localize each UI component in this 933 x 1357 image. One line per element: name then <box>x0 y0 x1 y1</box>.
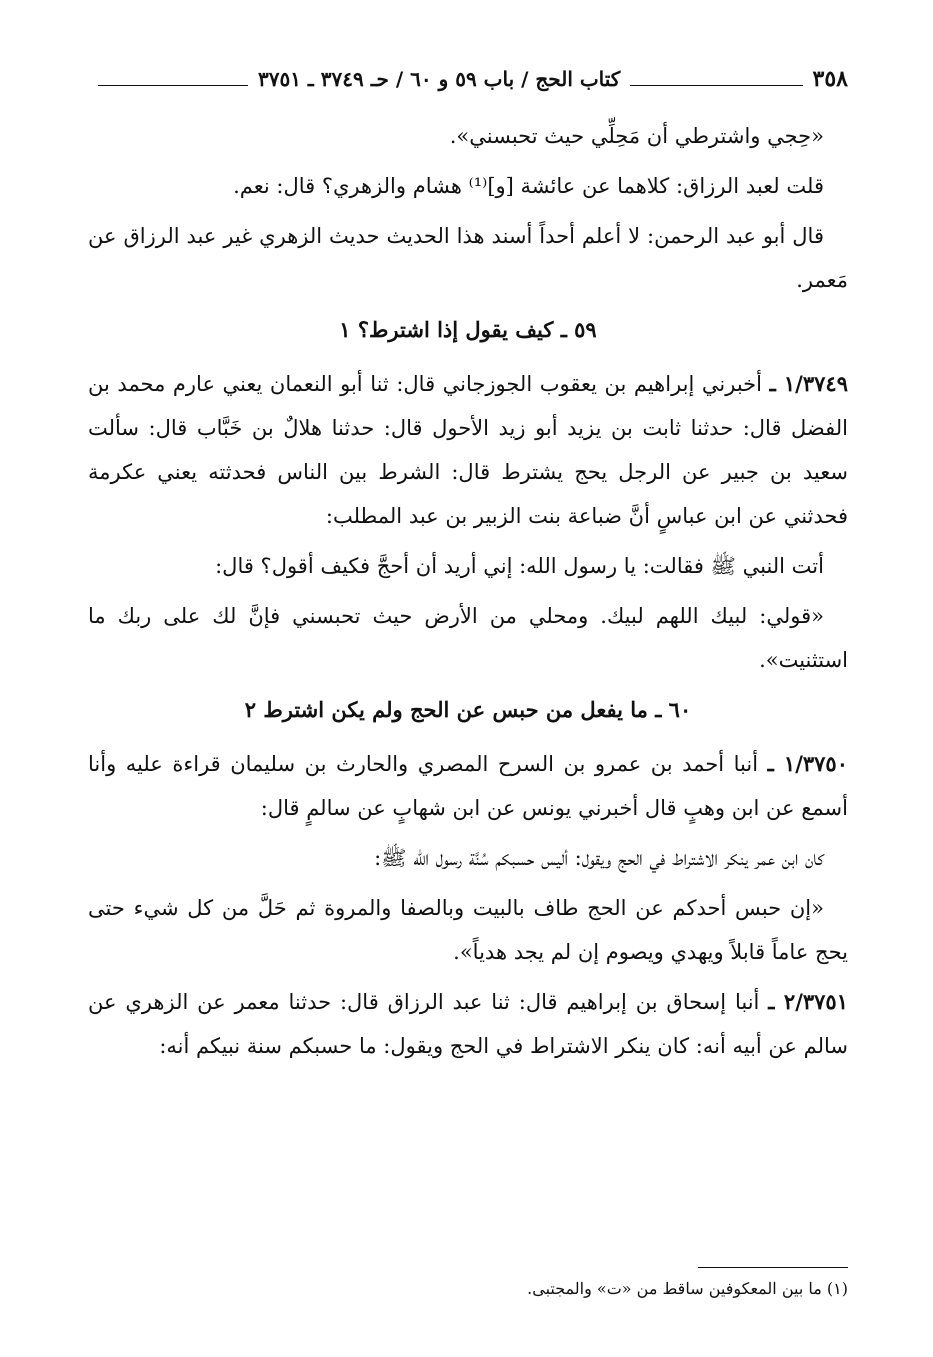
body-text <box>88 114 848 1074</box>
hadith-text: أخبرني إبراهيم بن يعقوب الجوزجاني قال: ثنا أبو النعمان يعني عارم محمد بن الفضل قال: حدثنا ثابت بن يزيد أبو زيد الأحول قال: حدثنا هلالٌ بن خَبَّاب قال: سألت سعيد بن جبير عن الرجل يحج يشترط قال: الشرط بين الناس فحدثته يعني عكرمة فحدثني عن ابن عباسٍ أنَّ ضباعة بنت الزبير بن عبد المطلب: <box>88 372 848 528</box>
paragraph: قال أبو عبد الرحمن: لا أعلم أحداً أسند هذا الحديث حديث الزهري غير عبد الرزاق عن مَعمر. <box>88 224 848 292</box>
header-rule <box>630 85 802 86</box>
paragraph: قلت لعبد الرزاق: كلاهما عن عائشة [و]⁽¹⁾ هشام والزهري؟ قال: نعم. <box>233 174 824 198</box>
paragraph: أتت النبي ﷺ فقالت: يا رسول الله: إني أريد أن أحجَّ فكيف أقول؟ قال: <box>215 554 824 578</box>
section-heading-60: ٦٠ ـ ما يفعل من حبس عن الحج ولم يكن اشترط ٢ <box>244 697 692 722</box>
page-number: ٣٥٨ <box>812 66 848 92</box>
hadith-number: ١/٣٧٤٩ ـ <box>769 371 848 396</box>
paragraph: «حِجي واشترطي أن مَحِلِّي حيث تحبسني». <box>449 124 824 148</box>
hadith-text: أنبا إسحاق بن إبراهيم قال: ثنا عبد الرزاق قال: حدثنا معمر عن الزهري عن سالم عن أبيه أنه: كان ينكر الاشتراط في الحج ويقول: ما حسبكم سنة نبيكم أنه: <box>88 990 848 1058</box>
footnote: (١) ما بين المعكوفين ساقط من «ت» والمجتبى. <box>527 1279 848 1298</box>
hadith-number: ٢/٣٧٥١ ـ <box>768 989 848 1014</box>
hadith-text: أنبا أحمد بن عمرو بن السرح المصري والحارث بن سليمان قراءة عليه وأنا أسمع عن ابن وهبٍ قال أخبرني يونس عن ابن شهابٍ عن سالمٍ قال: <box>88 752 848 820</box>
footnote-rule <box>698 1267 848 1268</box>
header-rule-left <box>98 85 248 86</box>
running-head <box>88 62 848 96</box>
paragraph: «إن حبس أحدكم عن الحج طاف بالبيت وبالصفا والمروة ثم حَلَّ من كل شيء حتى يحج عاماً قابلاً ويهدي ويصوم إن لم يجد هدياً». <box>88 896 848 964</box>
hadith-number: ١/٣٧٥٠ ـ <box>767 751 848 776</box>
paragraph: «قولي: لبيك اللهم لبيك. ومحلي من الأرض حيث تحبسني فإنَّ لك على ربك ما استثنيت». <box>88 604 848 672</box>
hadith-3749 <box>88 362 848 538</box>
running-head-title: كتاب الحج / باب ٥٩ و ٦٠ / حـ ٣٧٤٩ ـ ٣٧٥١ <box>258 67 621 91</box>
book-page <box>88 62 848 1322</box>
hadith-3751 <box>88 980 848 1068</box>
paragraph: كان ابن عمر ينكر الاشتراط في الحج ويقول: أليس حسبكم سُنَّة رسول الله ﷺ: <box>374 846 824 870</box>
section-heading-59: ٥٩ ـ كيف يقول إذا اشترط؟ ١ <box>339 317 597 342</box>
hadith-3750 <box>88 742 848 830</box>
